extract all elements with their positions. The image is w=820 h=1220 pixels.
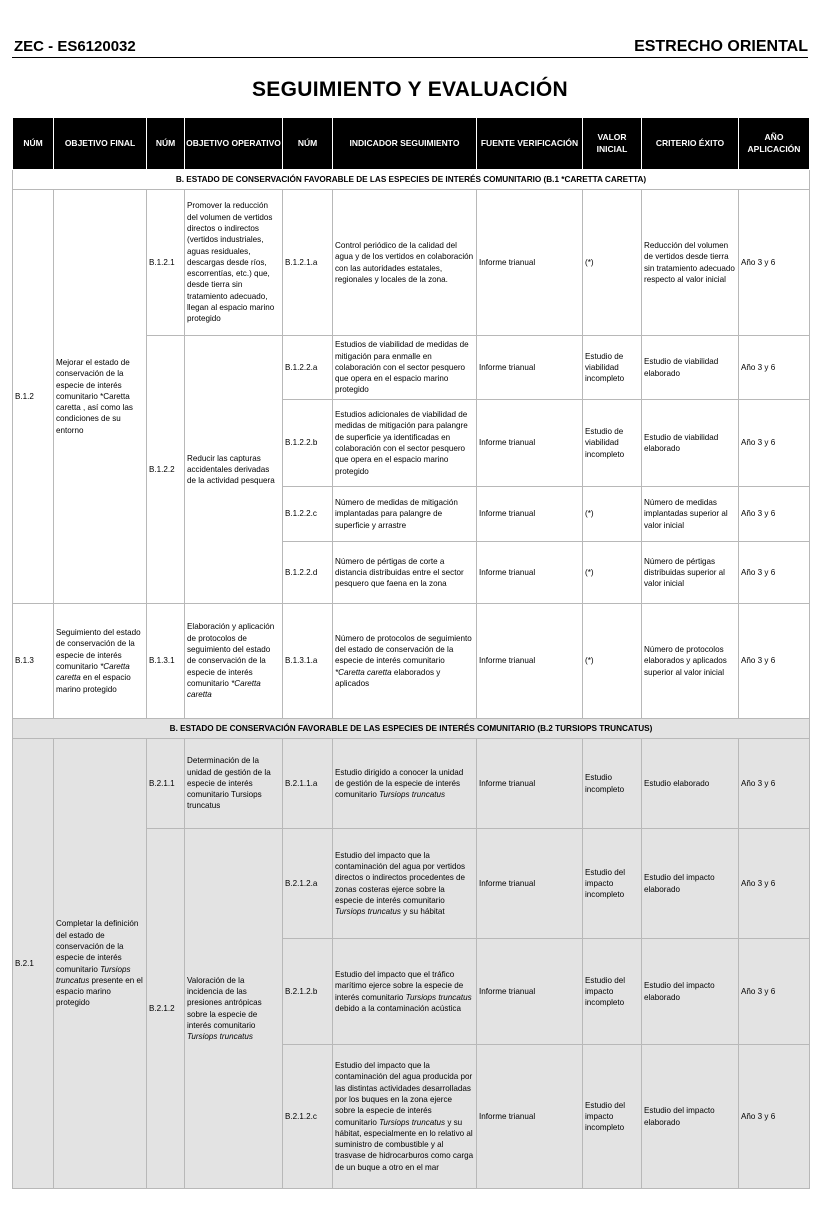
cell-indicador: Estudio del impacto que la contaminación del agua producida por las distintas actividades desarrolladas por los buques en la zona ejerce sobre la especie de interés comunitario Tursiops truncatus y su hábitat, especialmente en lo relativo al suministro de combustible y al trasvase de hidrocarburos como carga de un buque a otro en el mar (333, 1045, 477, 1189)
cell-objetivo-operativo: Reducir las capturas accidentales derivadas de la actividad pesquera (185, 336, 283, 604)
col-header: AÑO APLICACIÓN (739, 118, 810, 170)
monitoring-table (12, 117, 810, 1189)
cell-anio: Año 3 y 6 (739, 739, 810, 829)
cell-num-op: B.1.2.1 (147, 190, 185, 336)
cell-num-ind: B.1.2.2.a (283, 336, 333, 400)
cell-num-ind: B.2.1.2.a (283, 829, 333, 939)
cell-num-ind: B.1.2.2.b (283, 400, 333, 487)
col-header: OBJETIVO OPERATIVO (185, 118, 283, 170)
cell-num-op: B.1.2.2 (147, 336, 185, 604)
cell-criterio: Número de medidas implantadas superior al valor inicial (642, 487, 739, 542)
site-area: ESTRECHO ORIENTAL (634, 38, 808, 55)
page-title: SEGUIMIENTO Y EVALUACIÓN (251, 78, 569, 101)
section-header-b2 (13, 719, 810, 739)
cell-num: B.2.1 (13, 739, 54, 1189)
col-header: OBJETIVO FINAL (54, 118, 147, 170)
cell-criterio: Estudio de viabilidad elaborado (642, 400, 739, 487)
cell-indicador: Número de protocolos de seguimiento del estado de conservación de la especie de interés comunitario *Caretta caretta elaborados y aplicados (333, 604, 477, 719)
cell-num-ind: B.1.2.2.d (283, 542, 333, 604)
cell-indicador: Estudios adicionales de viabilidad de medidas de mitigación para palangre de superficie ya identificadas en colaboración con el sector pesquero que opera en el espacio marino protegido (333, 400, 477, 487)
section-header-b1 (13, 170, 810, 190)
col-header: INDICADOR SEGUIMIENTO (333, 118, 477, 170)
cell-fuente: Informe trianual (477, 400, 583, 487)
cell-num: B.1.3 (13, 604, 54, 719)
cell-fuente: Informe trianual (477, 487, 583, 542)
table-row (13, 190, 810, 336)
cell-indicador: Estudio del impacto que el tráfico marítimo ejerce sobre la especie de interés comunitario Tursiops truncatus debido a la contaminación acústica (333, 939, 477, 1045)
table-row (13, 604, 810, 719)
table-row (13, 739, 810, 829)
cell-valor: Estudio de viabilidad incompleto (583, 336, 642, 400)
cell-valor: Estudio de viabilidad incompleto (583, 400, 642, 487)
cell-anio: Año 3 y 6 (739, 487, 810, 542)
cell-num-op: B.2.1.1 (147, 739, 185, 829)
cell-anio: Año 3 y 6 (739, 190, 810, 336)
cell-indicador: Estudios de viabilidad de medidas de mitigación para enmalle en colaboración con el sector pesquero que opera en el espacio marino protegido (333, 336, 477, 400)
cell-anio: Año 3 y 6 (739, 336, 810, 400)
col-header: CRITERIO ÉXITO (642, 118, 739, 170)
cell-criterio: Estudio de viabilidad elaborado (642, 336, 739, 400)
cell-indicador: Número de medidas de mitigación implantadas para palangre de superficie y arrastre (333, 487, 477, 542)
cell-criterio: Estudio del impacto elaborado (642, 829, 739, 939)
section-title: B. ESTADO DE CONSERVACIÓN FAVORABLE DE LAS ESPECIES DE INTERÉS COMUNITARIO (B.1 *CARETTA CARETTA) (13, 170, 810, 190)
cell-valor: (*) (583, 604, 642, 719)
cell-fuente: Informe trianual (477, 336, 583, 400)
cell-anio: Año 3 y 6 (739, 1045, 810, 1189)
cell-indicador: Estudio del impacto que la contaminación del agua por vertidos directos o indirectos procedentes de zonas costeras ejerce sobre la especie de interés comunitario Tursiops truncatus y su hábitat (333, 829, 477, 939)
cell-criterio: Número de pértigas distribuidas superior al valor inicial (642, 542, 739, 604)
cell-indicador: Control periódico de la calidad del agua y de los vertidos en colaboración con las autoridades estatales, regionales y locales de la zona. (333, 190, 477, 336)
cell-valor: Estudio del impacto incompleto (583, 829, 642, 939)
cell-indicador: Estudio dirigido a conocer la unidad de gestión de la especie de interés comunitario Tursiops truncatus (333, 739, 477, 829)
cell-anio: Año 3 y 6 (739, 829, 810, 939)
cell-objetivo-operativo: Elaboración y aplicación de protocolos de seguimiento del estado de conservación de la especie de interés comunitario *Caretta caretta (185, 604, 283, 719)
cell-valor: Estudio del impacto incompleto (583, 939, 642, 1045)
cell-valor: (*) (583, 487, 642, 542)
cell-num-ind: B.1.3.1.a (283, 604, 333, 719)
cell-criterio: Estudio del impacto elaborado (642, 1045, 739, 1189)
cell-num-op: B.2.1.2 (147, 829, 185, 1189)
cell-objetivo-operativo: Valoración de la incidencia de las presiones antrópicas sobre la especie de interés comunitario Tursiops truncatus (185, 829, 283, 1189)
cell-anio: Año 3 y 6 (739, 604, 810, 719)
cell-anio: Año 3 y 6 (739, 542, 810, 604)
cell-num-ind: B.1.2.2.c (283, 487, 333, 542)
cell-criterio: Estudio del impacto elaborado (642, 939, 739, 1045)
cell-anio: Año 3 y 6 (739, 400, 810, 487)
cell-fuente: Informe trianual (477, 829, 583, 939)
col-header: NÚM (13, 118, 54, 170)
col-header: VALOR INICIAL (583, 118, 642, 170)
cell-num-op: B.1.3.1 (147, 604, 185, 719)
cell-num-ind: B.2.1.2.b (283, 939, 333, 1045)
cell-fuente: Informe trianual (477, 190, 583, 336)
section-title: B. ESTADO DE CONSERVACIÓN FAVORABLE DE LAS ESPECIES DE INTERÉS COMUNITARIO (B.2 TURSIOPS TRUNCATUS) (13, 719, 810, 739)
cell-num-ind: B.2.1.2.c (283, 1045, 333, 1189)
site-code: ZEC - ES6120032 (14, 38, 136, 55)
cell-criterio: Número de protocolos elaborados y aplicados superior al valor inicial (642, 604, 739, 719)
cell-fuente: Informe trianual (477, 542, 583, 604)
cell-valor: (*) (583, 190, 642, 336)
cell-fuente: Informe trianual (477, 939, 583, 1045)
col-header: NÚM (147, 118, 185, 170)
cell-num: B.1.2 (13, 190, 54, 604)
cell-objetivo-final: Mejorar el estado de conservación de la especie de interés comunitario *Caretta caretta , así como las condiciones de su entorno (54, 190, 147, 604)
cell-valor: Estudio incompleto (583, 739, 642, 829)
header-rule (12, 57, 808, 58)
cell-criterio: Estudio elaborado (642, 739, 739, 829)
cell-valor: (*) (583, 542, 642, 604)
cell-num-ind: B.2.1.1.a (283, 739, 333, 829)
cell-indicador: Número de pértigas de corte a distancia distribuidas entre el sector pesquero que faena en la zona (333, 542, 477, 604)
cell-objetivo-operativo: Promover la reducción del volumen de vertidos directos o indirectos (vertidos industriales, aguas residuales, descargas desde ríos, escorrentías, etc.) que, desde tierra sin tratamiento adecuado, llegan al espacio marino protegido (185, 190, 283, 336)
cell-valor: Estudio del impacto incompleto (583, 1045, 642, 1189)
cell-fuente: Informe trianual (477, 739, 583, 829)
cell-criterio: Reducción del volumen de vertidos desde tierra sin tratamiento adecuado respecto al valor inicial (642, 190, 739, 336)
table-header-row (13, 118, 810, 170)
cell-fuente: Informe trianual (477, 604, 583, 719)
cell-objetivo-final: Seguimiento del estado de conservación de la especie de interés comunitario *Caretta caretta en el espacio marino protegido (54, 604, 147, 719)
cell-objetivo-operativo: Determinación de la unidad de gestión de la especie de interés comunitario Tursiops truncatus (185, 739, 283, 829)
cell-fuente: Informe trianual (477, 1045, 583, 1189)
cell-objetivo-final: Completar la definición del estado de conservación de la especie de interés comunitario Tursiops truncatus presente en el espacio marino protegido (54, 739, 147, 1189)
cell-num-ind: B.1.2.1.a (283, 190, 333, 336)
col-header: FUENTE VERIFICACIÓN (477, 118, 583, 170)
cell-anio: Año 3 y 6 (739, 939, 810, 1045)
col-header: NÚM (283, 118, 333, 170)
